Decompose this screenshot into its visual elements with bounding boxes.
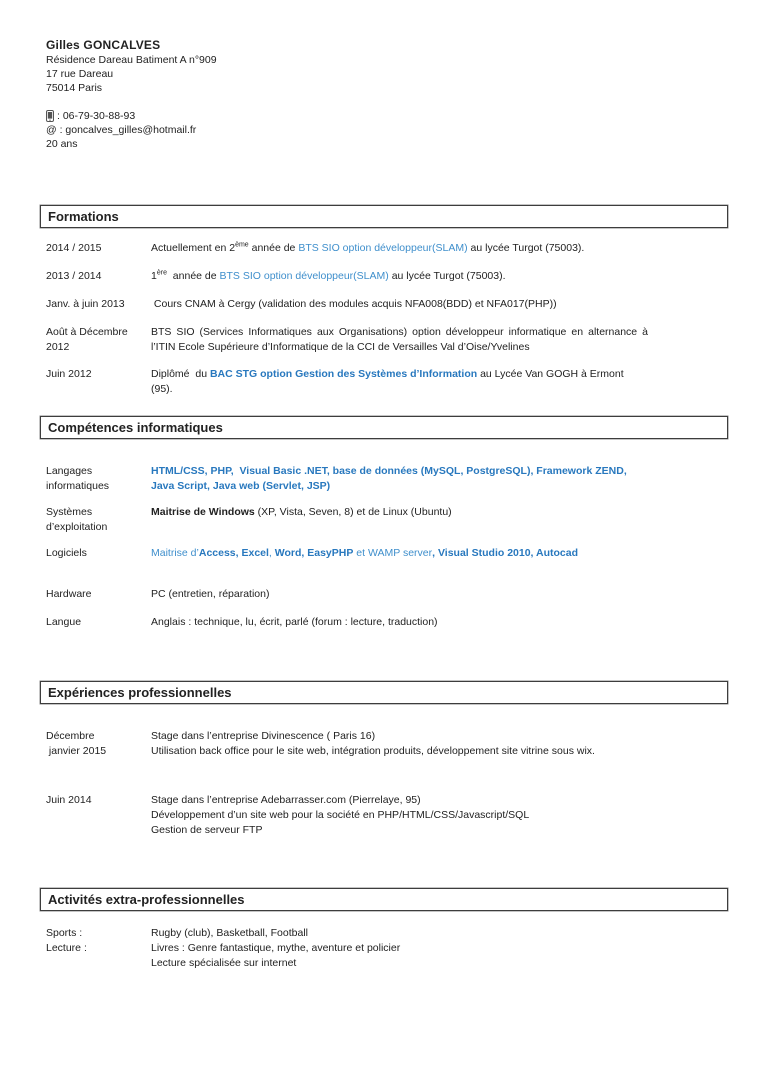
formation-row-bts-itin bbox=[46, 325, 728, 355]
activite-row-sports bbox=[46, 926, 728, 941]
text-segment: Cours CNAM à Cergy (validation des modules acquis NFA008(BDD) et NFA017(PHP)) bbox=[151, 298, 557, 310]
date-line: Décembre bbox=[46, 730, 95, 742]
formation-date: Janv. à juin 2013 bbox=[46, 298, 125, 310]
competence-desc bbox=[151, 464, 648, 494]
formation-date: Juin 2012 bbox=[46, 368, 92, 380]
experience-row-adebarrasser bbox=[46, 793, 728, 838]
competence-label: Logiciels bbox=[46, 547, 87, 559]
section-title-competences: Compétences informatiques bbox=[40, 416, 728, 439]
desc-line: Lecture spécialisée sur internet bbox=[151, 957, 297, 969]
desc-line: Stage dans l’entreprise Adebarrasser.com (Pierrelaye, 95) bbox=[151, 794, 421, 806]
formation-desc bbox=[151, 367, 648, 397]
formation-row-bac bbox=[46, 367, 728, 397]
text-segment: et WAMP server bbox=[353, 547, 433, 559]
text-segment: année de bbox=[166, 270, 220, 282]
activite-desc bbox=[151, 926, 648, 941]
activite-label: Lecture : bbox=[46, 942, 87, 954]
competence-label: Systèmes d’exploitation bbox=[46, 506, 108, 533]
text-segment: 1 bbox=[151, 270, 157, 282]
experience-desc bbox=[151, 793, 648, 838]
text-segment: , bbox=[268, 547, 275, 559]
diploma-highlight: BAC STG option Gestion des Systèmes d’Information bbox=[209, 368, 478, 380]
text-segment: année de bbox=[248, 242, 299, 254]
formation-date: 2014 / 2015 bbox=[46, 242, 102, 254]
competence-row-langue bbox=[46, 615, 728, 630]
mobile-phone-icon bbox=[46, 110, 54, 122]
competence-row-systemes bbox=[46, 505, 728, 535]
desc-line: Utilisation back office pour le site web, intégration produits, développement site vitrine sous wix. bbox=[151, 745, 595, 757]
desc-line: Gestion de serveur FTP bbox=[151, 824, 263, 836]
formations-rows bbox=[40, 241, 728, 397]
software-highlight: , Visual Studio 2010, Autocad bbox=[432, 547, 578, 559]
software-highlight: Word, EasyPHP bbox=[274, 547, 354, 559]
competence-row-logiciels bbox=[46, 546, 728, 561]
age-line bbox=[46, 137, 728, 151]
desc-line: Stage dans l’entreprise Divinescence ( Paris 16) bbox=[151, 730, 376, 742]
competence-desc bbox=[151, 615, 648, 630]
activite-label: Sports : bbox=[46, 927, 83, 939]
section-title-experiences: Expériences professionnelles bbox=[40, 681, 728, 704]
formation-desc bbox=[151, 269, 648, 284]
age: 20 ans bbox=[46, 138, 78, 150]
section-title-formations: Formations bbox=[40, 205, 728, 228]
competence-label: Langages informatiques bbox=[46, 465, 110, 492]
formation-desc bbox=[151, 297, 648, 312]
text-segment: Actuellement en 2 bbox=[151, 242, 236, 254]
text-segment: Maitrise d’ bbox=[151, 547, 199, 559]
text-segment: au lycée Turgot (75003). bbox=[467, 242, 585, 254]
formation-date: 2013 / 2014 bbox=[46, 270, 102, 282]
competence-label: Langue bbox=[46, 616, 82, 628]
experience-desc bbox=[151, 729, 648, 759]
text-segment: (XP, Vista, Seven, 8) et de Linux (Ubuntu) bbox=[254, 506, 452, 518]
formation-row-cnam bbox=[46, 297, 728, 312]
experience-date: Juin 2014 bbox=[46, 794, 92, 806]
contact-block bbox=[46, 109, 728, 151]
date-line: janvier 2015 bbox=[46, 745, 107, 757]
formation-desc: BTS SIO (Services Informatiques aux Organisations) option développeur informatique en alternance à l’ITIN Ecole Supérieure d’Informatique de la CCI de Versailles Val d’Oise/Yvelines bbox=[151, 326, 648, 353]
competences-rows bbox=[40, 464, 728, 630]
competence-row-hardware bbox=[46, 587, 728, 602]
email-address: @ : goncalves_gilles@hotmail.fr bbox=[46, 124, 197, 136]
experience-date bbox=[46, 729, 151, 759]
phone-line bbox=[46, 109, 728, 123]
activite-desc bbox=[151, 941, 648, 971]
activite-row-lecture bbox=[46, 941, 728, 971]
phone-number: : 06-79-30-88-93 bbox=[57, 110, 136, 122]
identity-block bbox=[40, 37, 728, 151]
experiences-rows bbox=[40, 729, 728, 838]
competence-desc bbox=[151, 546, 648, 561]
section-title-activites: Activités extra-professionnelles bbox=[40, 888, 728, 911]
skills-highlight: HTML/CSS, PHP, Visual Basic .NET, base de données (MySQL, PostgreSQL), Framework ZEND, Java Script, Java web (Servlet, JSP) bbox=[151, 465, 630, 492]
skill-bold: Maitrise de Windows bbox=[151, 506, 255, 518]
competence-label: Hardware bbox=[46, 588, 92, 600]
competence-desc bbox=[151, 505, 648, 535]
text-segment: Rugby (club), Basketball, Football bbox=[151, 927, 308, 939]
formation-date: Août à Décembre 2012 bbox=[46, 326, 131, 353]
software-highlight: Access, Excel bbox=[198, 547, 269, 559]
program-highlight: BTS SIO option développeur(SLAM) bbox=[298, 242, 468, 254]
experience-row-divinescence bbox=[46, 729, 728, 759]
text-segment: Anglais : technique, lu, écrit, parlé (forum : lecture, traduction) bbox=[151, 616, 438, 628]
person-name: Gilles GONCALVES bbox=[46, 38, 161, 52]
ordinal-suffix: ème bbox=[235, 241, 249, 249]
competence-row-langages bbox=[46, 464, 728, 494]
formation-row-2013-2014 bbox=[46, 269, 728, 284]
program-highlight: BTS SIO option développeur(SLAM) bbox=[219, 270, 389, 282]
ordinal-suffix: ère bbox=[156, 269, 167, 277]
address-line-3: 75014 Paris bbox=[46, 82, 103, 94]
formation-row-2014-2015 bbox=[46, 241, 728, 256]
competence-desc bbox=[151, 587, 648, 602]
text-segment: Diplômé du bbox=[151, 368, 210, 380]
desc-line: Livres : Genre fantastique, mythe, aventure et policier bbox=[151, 942, 401, 954]
text-segment: au lycée Turgot (75003). bbox=[388, 270, 506, 282]
email-line bbox=[46, 123, 728, 137]
desc-line: Développement d’un site web pour la société en PHP/HTML/CSS/Javascript/SQL bbox=[151, 809, 530, 821]
text-segment: PC (entretien, réparation) bbox=[151, 588, 270, 600]
address-line-2: 17 rue Dareau bbox=[46, 68, 114, 80]
address-line-1: Résidence Dareau Batiment A n°909 bbox=[46, 54, 217, 66]
formation-desc bbox=[151, 241, 648, 256]
text-segment: au Lycée Van GOGH à Ermont (95). bbox=[151, 368, 627, 395]
activites-rows bbox=[40, 926, 728, 971]
